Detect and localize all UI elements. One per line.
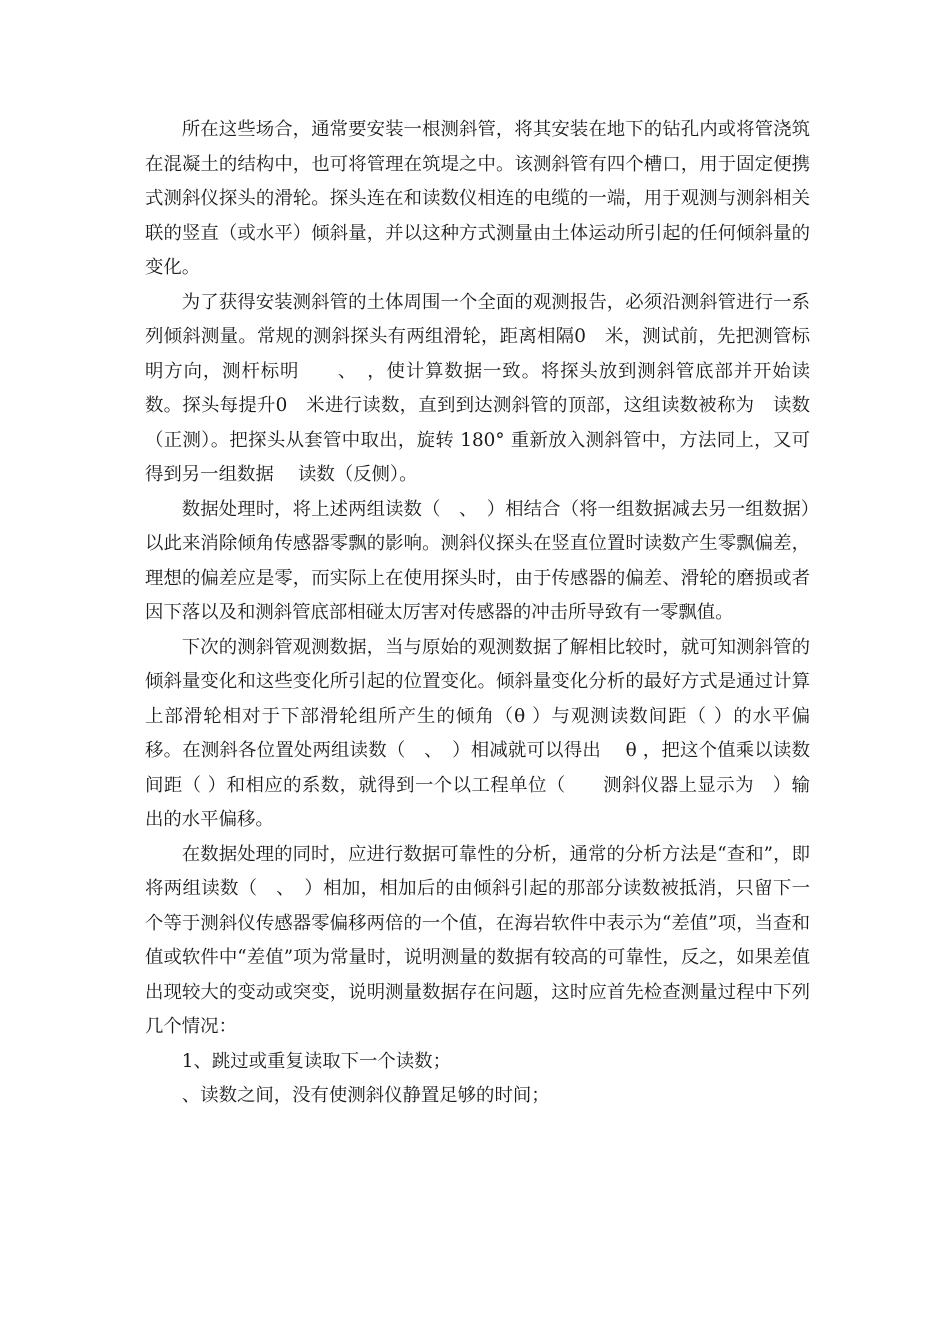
paragraph-1: 所在这些场合，通常要安装一根测斜管，将其安装在地下的钻孔内或将管浇筑在混凝土的结构中，也可将管理在筑堤之中。该测斜管有四个槽口，用于固定便携式测斜仪探头的滑轮。探头连在和读数仪相连的电缆的一端，用于观测与测斜相关联的竖直（或水平）倾斜量，并以这种方式测量由土体运动所引起的任何倾斜量的变化。 bbox=[145, 119, 810, 278]
paragraph-4: 下次的测斜管观测数据，当与原始的观测数据了解相比较时，就可知测斜管的倾斜量变化和这些变化所引起的位置变化。倾斜量变化分析的最好方式是通过计算上部滑轮相对于下部滑轮组所产生的倾角（θ ）与观测读数间距（ ）的水平偏移。在测斜各位置处两组读数（ 、 ）相减就可以得出 θ ，把这个值乘以读数间距（ ）和相应的系数，就得到一个以工程单位（ 测斜仪器上显示为 ）输出的水平偏移。 bbox=[145, 636, 810, 830]
list-item-2: 、读数之间，没有使测斜仪静置足够的时间； bbox=[181, 1085, 550, 1106]
paragraph-2: 为了获得安装测斜管的土体周围一个全面的观测报告，必须沿测斜管进行一系列倾斜测量。常规的测斜探头有两组滑轮，距离相隔0 米，测试前，先把测管标明方向，测杆标明 、 ，使计算数据一致。将探头放到测斜管底部并开始读数。探头每提升0 米进行读数，直到到达测斜管的顶部，这组读数被称为 读数（正测）。把探头从套管中取出，旋转 180° 重新放入测斜管中，方法同上，又可得到另一组数据 读数（反侧）。 bbox=[145, 291, 810, 485]
document-body bbox=[145, 113, 810, 1114]
paragraph-3: 数据处理时，将上述两组读数（ 、 ）相结合（将一组数据减去另一组数据）以此来消除倾角传感器零飘的影响。测斜仪探头在竖直位置时读数产生零飘偏差，理想的偏差应是零，而实际上在使用探头时，由于传感器的偏差、滑轮的磨损或者因下落以及和测斜管底部相碰太厉害对传感器的冲击所导致有一零飘值。 bbox=[145, 498, 810, 623]
paragraph-5: 在数据处理的同时，应进行数据可靠性的分析，通常的分析方法是“查和”，即将两组读数（ 、 ）相加，相加后的由倾斜引起的那部分读数被抵消，只留下一个等于测斜仪传感器零偏移两倍的一个值，在海岩软件中表示为“差值”项，当查和值或软件中“差值”项为常量时，说明测量的数据有较高的可靠性，反之，如果差值出现较大的变动或突变，说明测量数据存在问题，这时应首先检查测量过程中下列几个情况： bbox=[145, 843, 810, 1037]
list-item-1: 1、跳过或重复读取下一个读数； bbox=[181, 1050, 451, 1072]
